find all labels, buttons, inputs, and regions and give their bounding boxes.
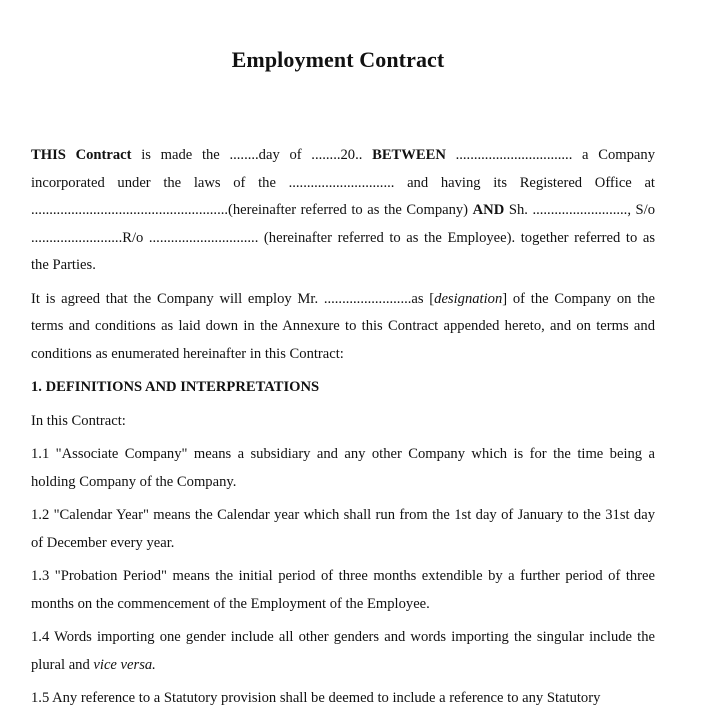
section-heading-definitions: 1. DEFINITIONS AND INTERPRETATIONS — [31, 379, 320, 395]
document-title: Employment Contract — [231, 47, 445, 72]
clause-1-4-text: 1.4 Words importing one gender include all other genders and words importing the singular include the plural and — [31, 629, 655, 673]
agreement-paragraph — [31, 286, 655, 369]
clause-1-5: 1.5 Any reference to a Statutory provision shall be deemed to include a reference to any Statutory — [31, 690, 601, 706]
intro-text-3: Sh. .........................., S/o .........................R/o .............................. (hereinafter referred to as the Employee). together referred to as the Parties. — [31, 202, 656, 273]
between-label: BETWEEN — [372, 147, 446, 163]
intro-text-1: is made the ........day of ........20.. — [131, 147, 373, 163]
designation-placeholder: designation — [434, 290, 503, 307]
intro-paragraph — [31, 142, 655, 280]
agreement-text-1: It is agreed that the Company will employ Mr. ........................as [ — [31, 290, 435, 307]
this-contract-label: THIS Contract — [31, 147, 132, 163]
vice-versa-text: vice versa. — [93, 656, 156, 673]
in-this-contract-line: In this Contract: — [31, 412, 126, 429]
and-label: AND — [472, 202, 505, 218]
clause-1-1: 1.1 "Associate Company" means a subsidiary and any other Company which is for the time being a holding Company of the Company. — [31, 446, 655, 490]
document-body — [31, 142, 655, 719]
agreement-text-2: ] of the Company on the terms and conditions as laid down in the Annexure to this Contract appended hereto, and on terms and conditions as enumerated hereinafter in this Contract: — [31, 290, 655, 362]
clause-1-4 — [31, 624, 655, 679]
clause-1-2: 1.2 "Calendar Year" means the Calendar year which shall run from the 1st day of January to the 31st day of December every year. — [31, 507, 655, 551]
clause-1-3: 1.3 "Probation Period" means the initial period of three months extendible by a further period of three months on the commencement of the Employment of the Employee. — [31, 568, 655, 612]
intro-text-2: ................................ a Company incorporated under the laws of the ............................. and having its Registered Office at ......................................................(hereinafter referred to as the Company) — [31, 147, 655, 218]
